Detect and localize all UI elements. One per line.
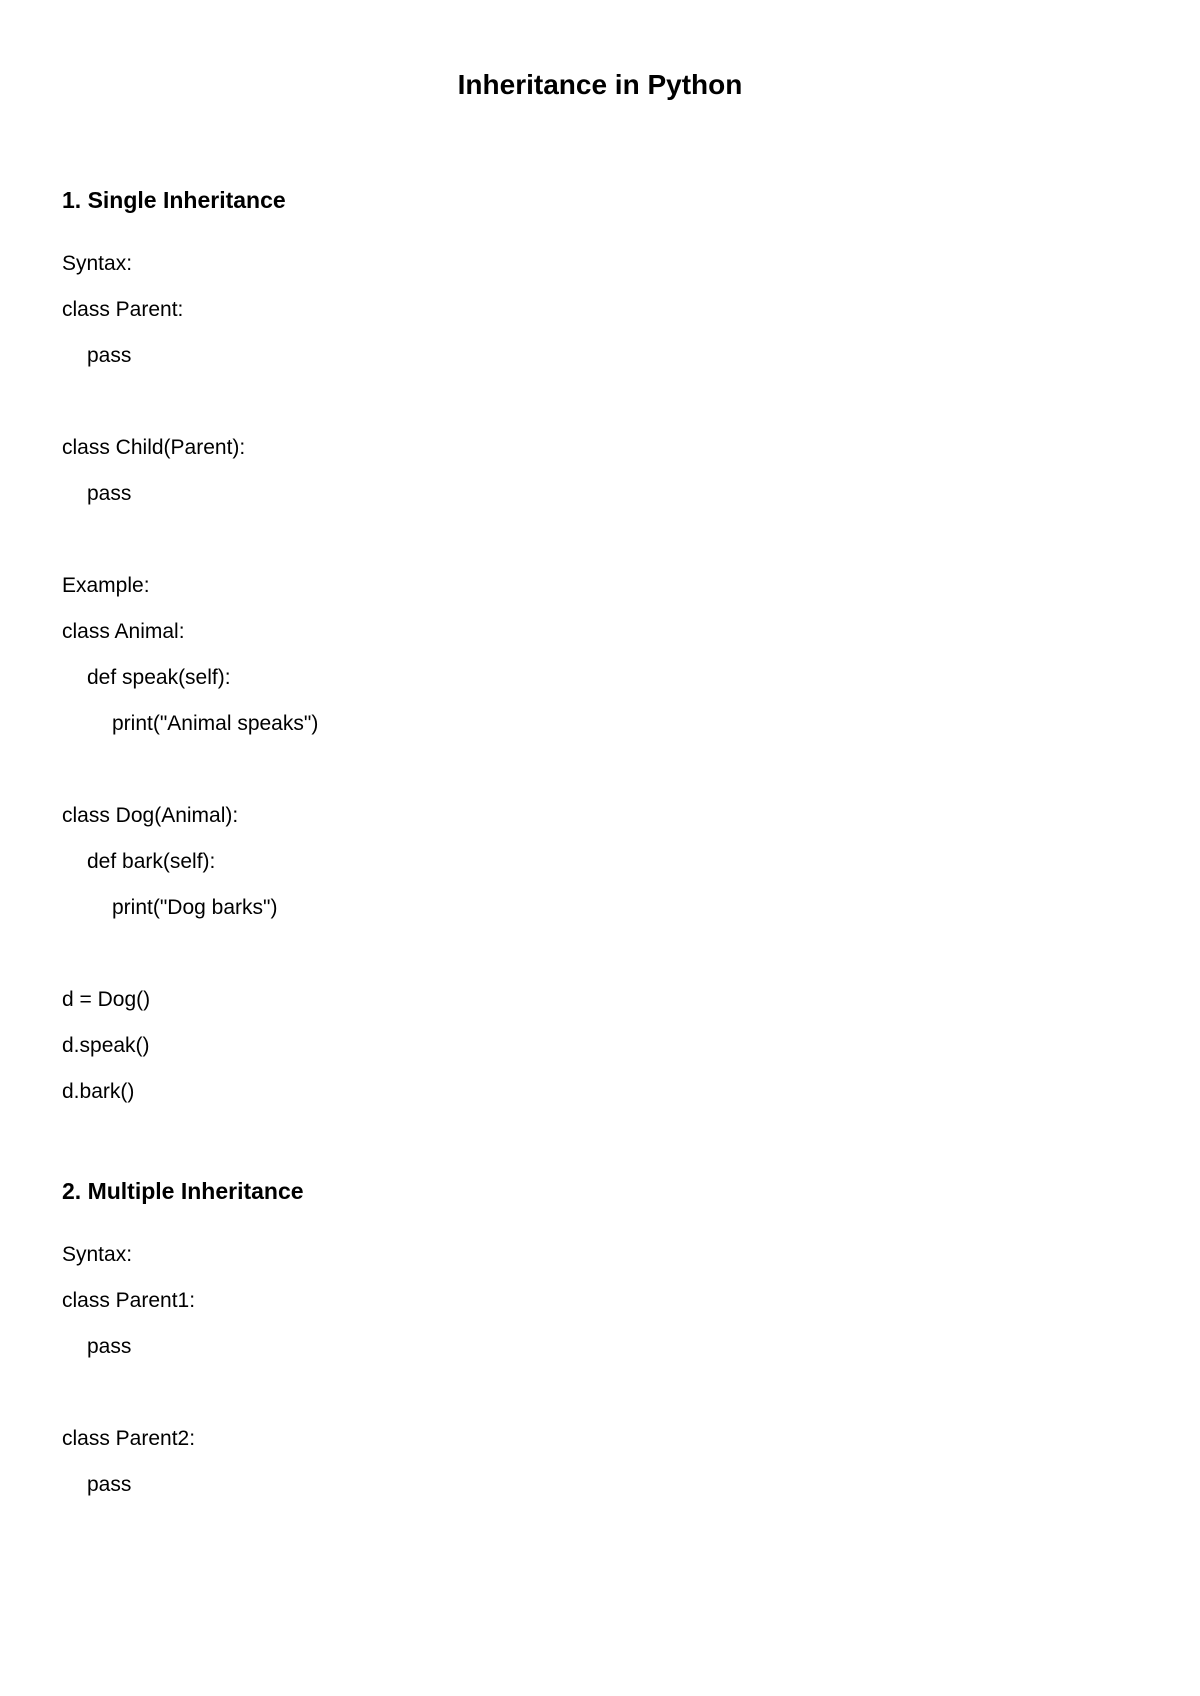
code-line: print("Dog barks") xyxy=(112,896,278,919)
code-line: def speak(self): xyxy=(87,666,231,689)
code-line: pass xyxy=(87,1335,132,1358)
code-line: print("Animal speaks") xyxy=(112,712,319,735)
code-line: class Child(Parent): xyxy=(62,436,246,459)
text-line: Example: xyxy=(62,574,150,597)
code-line: pass xyxy=(87,1473,132,1496)
code-line: def bark(self): xyxy=(87,850,216,873)
text-line: Syntax: xyxy=(62,252,133,275)
document-title: Inheritance in Python xyxy=(457,69,743,100)
code-line: d.bark() xyxy=(62,1080,135,1103)
section-heading-single-inheritance: 1. Single Inheritance xyxy=(62,187,286,213)
code-line: pass xyxy=(87,482,132,505)
code-line: d = Dog() xyxy=(62,988,151,1011)
code-line: d.speak() xyxy=(62,1034,150,1057)
code-line: class Parent1: xyxy=(62,1289,196,1312)
code-line: class Parent2: xyxy=(62,1427,196,1450)
code-line: class Parent: xyxy=(62,298,184,321)
code-line: class Animal: xyxy=(62,620,185,643)
code-line: class Dog(Animal): xyxy=(62,804,239,827)
text-line: Syntax: xyxy=(62,1243,133,1266)
code-line: pass xyxy=(87,344,132,367)
section-heading-multiple-inheritance: 2. Multiple Inheritance xyxy=(62,1178,304,1204)
